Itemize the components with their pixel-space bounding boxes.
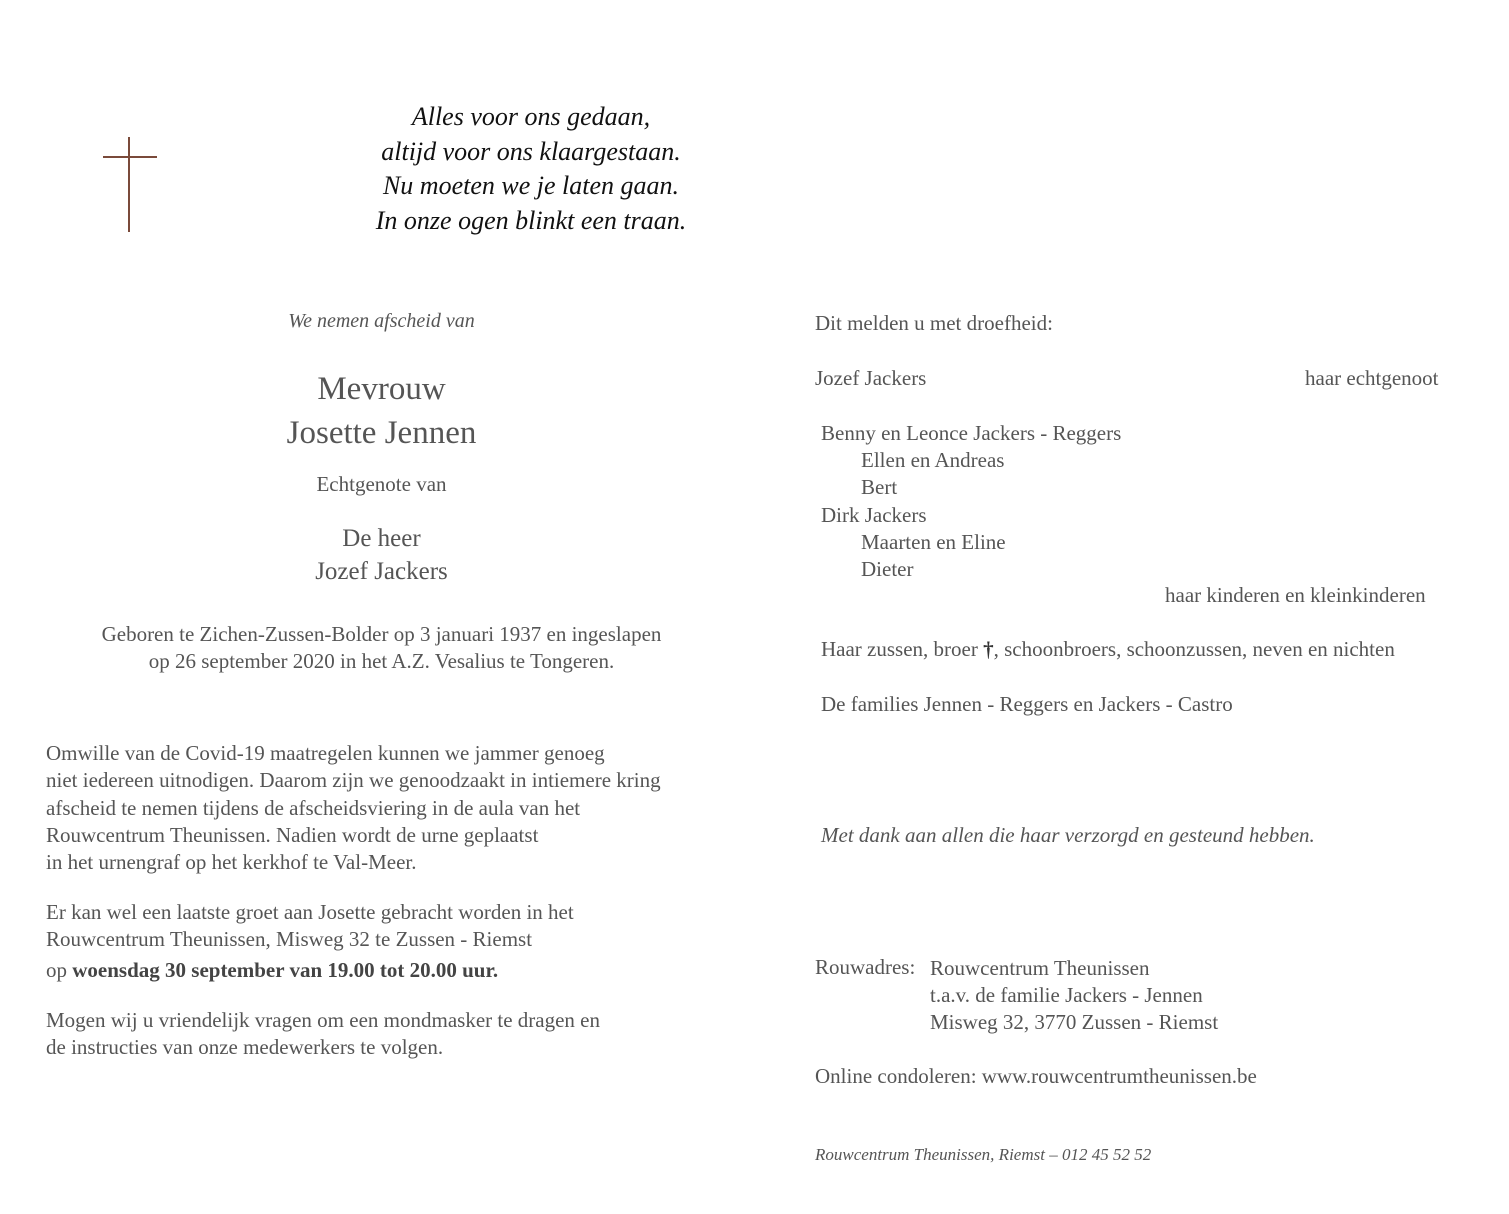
address-line: Misweg 32, 3770 Zussen - Riemst	[930, 1010, 1219, 1035]
cross-icon	[103, 137, 157, 232]
siblings-text: Haar zussen, broer	[821, 637, 984, 661]
siblings-line	[821, 637, 1395, 662]
birth-line: Geboren te Zichen-Zussen-Bolder op 3 januari 1937 en ingeslapen	[101, 622, 662, 646]
children-list	[821, 420, 1121, 583]
poem-line: altijd voor ons klaargestaan.	[381, 136, 681, 166]
greeting-paragraph	[46, 899, 574, 984]
birth-info	[60, 621, 703, 675]
covid-line: Omwille van de Covid-19 maatregelen kunnen we jammer genoeg	[46, 741, 605, 765]
spouse-fullname: Jozef Jackers	[315, 558, 448, 585]
deceased-cross-icon: †	[983, 637, 994, 661]
poem-line: Nu moeten we je laten gaan.	[382, 171, 680, 200]
covid-paragraph	[46, 740, 661, 876]
siblings-text-rest: , schoonbroers, schoonzussen, neven en nichten	[993, 637, 1395, 661]
grandchild-entry: Bert	[861, 475, 898, 500]
announcement-intro: We nemen afscheid van	[288, 310, 475, 332]
children-role: haar kinderen en kleinkinderen	[1165, 583, 1426, 607]
address-label: Rouwadres:	[815, 955, 916, 979]
greeting-line: Rouwcentrum Theunissen, Misweg 32 te Zussen - Riemst	[46, 927, 533, 952]
mask-line: Mogen wij u vriendelijk vragen om een mondmasker te dragen en	[46, 1008, 600, 1032]
poem-line: In onze ogen blinkt een traan.	[375, 205, 687, 235]
greeting-line	[46, 957, 574, 984]
covid-line: Rouwcentrum Theunissen. Nadien wordt de urne geplaatst	[46, 822, 539, 847]
deceased-title: Mevrouw	[317, 371, 446, 407]
birth-line: op 26 september 2020 in het A.Z. Vesalius te Tongeren.	[148, 649, 615, 673]
footer-credit: Rouwcentrum Theunissen, Riemst – 012 45 52 52	[815, 1145, 1152, 1164]
address-block	[930, 955, 1218, 1037]
mask-paragraph	[46, 1007, 600, 1062]
spouse-mourner-role: haar echtgenoot	[1305, 366, 1439, 390]
spouse-name	[60, 522, 703, 588]
poem-line: Alles voor ons gedaan,	[411, 102, 651, 131]
covid-line: niet iedereen uitnodigen. Daarom zijn we genoodzaakt in intiemere kring	[46, 768, 661, 793]
greeting-prefix: op	[46, 957, 73, 982]
greeting-line: Er kan wel een laatste groet aan Josette gebracht worden in het	[46, 900, 574, 924]
visit-time: woensdag 30 september van 19.00 tot 20.00 uur.	[72, 957, 499, 982]
covid-line: afscheid te nemen tijdens de afscheidsviering in de aula van het	[46, 795, 581, 820]
family-intro: Dit melden u met droefheid:	[815, 311, 1053, 335]
covid-line: in het urnengraf op het kerkhof te Val-Meer.	[46, 850, 417, 875]
grandchild-entry: Ellen en Andreas	[861, 448, 1005, 473]
child-entry: Dirk Jackers	[821, 502, 927, 527]
mask-line: de instructies van onze medewerkers te volgen.	[46, 1035, 444, 1060]
poem	[300, 100, 762, 238]
address-line: t.a.v. de familie Jackers - Jennen	[930, 983, 1203, 1008]
spouse-mourner-name: Jozef Jackers	[815, 366, 927, 390]
online-condolences: Online condoleren: www.rouwcentrumtheunissen.be	[815, 1064, 1257, 1088]
families-line: De families Jennen - Reggers en Jackers - Castro	[821, 692, 1233, 716]
child-entry: Benny en Leonce Jackers - Reggers	[821, 421, 1122, 445]
deceased-fullname: Josette Jennen	[286, 415, 477, 451]
spouse-intro: Echtgenote van	[316, 472, 447, 496]
address-line: Rouwcentrum Theunissen	[930, 956, 1150, 980]
grandchild-entry: Maarten en Eline	[861, 529, 1006, 554]
spouse-title: De heer	[342, 525, 421, 552]
grandchild-entry: Dieter	[861, 557, 914, 582]
deceased-name	[60, 367, 703, 455]
thanks-line: Met dank aan allen die haar verzorgd en gesteund hebben.	[821, 823, 1315, 847]
